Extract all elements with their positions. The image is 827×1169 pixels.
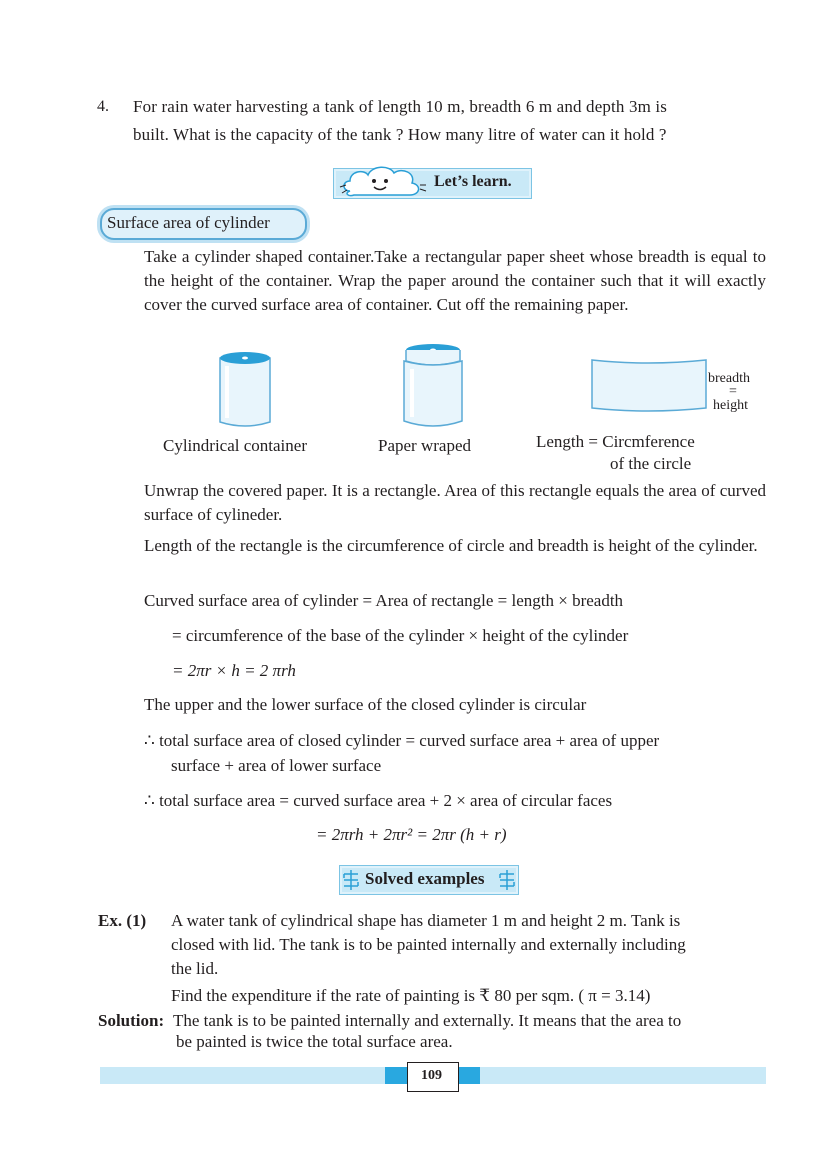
ornament-left-icon [342, 869, 360, 891]
question-text-line1: For rain water harvesting a tank of length 10 m, breadth 6 m and depth 3m is [133, 97, 668, 116]
page-number-box [407, 1062, 459, 1092]
example-tag: Ex. (1) [98, 911, 147, 930]
unwrap-paragraph: Unwrap the covered paper. It is a rectangle. Area of this rectangle equals the area of curved surface of cylineder. [144, 481, 766, 524]
example-line2: closed with lid. The tank is to be painted internally and externally including [171, 935, 686, 954]
csa-formula-line1: Curved surface area of cylinder = Area of rectangle = length × breadth [144, 591, 624, 610]
page-number: 109 [421, 1068, 442, 1083]
cloud-icon [338, 163, 428, 203]
rect-caption-line2: of the circle [610, 454, 692, 473]
wrapped-caption: Paper wraped [378, 436, 471, 455]
footer-accent-right [458, 1067, 480, 1084]
rect-caption-line1: Length = Circmference [536, 432, 695, 451]
csa-formula-line2: = circumference of the base of the cylinder × height of the cylinder [172, 626, 629, 645]
rect-label-height: height [713, 398, 748, 413]
section-title-box [100, 208, 307, 240]
example-line4: Find the expenditure if the rate of painting is ₹ 80 per sqm. ( π = 3.14) [171, 986, 651, 1005]
solution-line2: be painted is twice the total surface area. [176, 1032, 453, 1051]
intro-paragraph: Take a cylinder shaped container.Take a rectangular paper sheet whose breadth is equal to the height of the container. Wrap the paper around the container such that it will exactly cover the curved surface area of container. Cut off the remaining paper. [144, 247, 766, 314]
question-text-line2: built. What is the capacity of the tank ? How many litre of water can it hold ? [133, 125, 667, 144]
solved-examples-label: Solved examples [365, 869, 485, 888]
cylindrical-container-figure [215, 350, 275, 430]
lets-learn-label: Let’s learn. [434, 173, 512, 190]
tsa-formula-line3: ∴ total surface area = curved surface area + 2 × area of circular faces [144, 791, 613, 810]
upper-lower-text: The upper and the lower surface of the closed cylinder is circular [144, 695, 587, 714]
container-caption: Cylindrical container [163, 436, 307, 455]
tsa-formula-line1: ∴ total surface area of closed cylinder = curved surface area + area of upper [144, 731, 660, 750]
tsa-formula-line2: surface + area of lower surface [171, 756, 382, 775]
rect-label-equals: = [729, 384, 737, 399]
section-title: Surface area of cylinder [107, 213, 270, 232]
footer-accent-left [385, 1067, 407, 1084]
example-line1: A water tank of cylindrical shape has diameter 1 m and height 2 m. Tank is [171, 911, 681, 930]
question-number: 4. [97, 98, 109, 115]
solved-examples-banner [339, 865, 519, 895]
solution-line1: The tank is to be painted internally and externally. It means that the area to [173, 1011, 682, 1030]
tsa-formula-line4: = 2πrh + 2πr² = 2πr (h + r) [316, 825, 507, 844]
rectangle-sheet-figure [588, 356, 710, 414]
lets-learn-banner [333, 168, 532, 199]
length-paragraph: Length of the rectangle is the circumference of circle and breadth is height of the cylinder. [144, 536, 758, 555]
example-line3: the lid. [171, 959, 219, 978]
csa-formula-line3: = 2πr × h = 2 πrh [172, 661, 296, 680]
rect-label-breadth: breadth [708, 371, 750, 386]
ornament-right-icon [498, 869, 516, 891]
paper-wrapped-figure [400, 341, 466, 431]
solution-tag: Solution: [98, 1011, 165, 1030]
